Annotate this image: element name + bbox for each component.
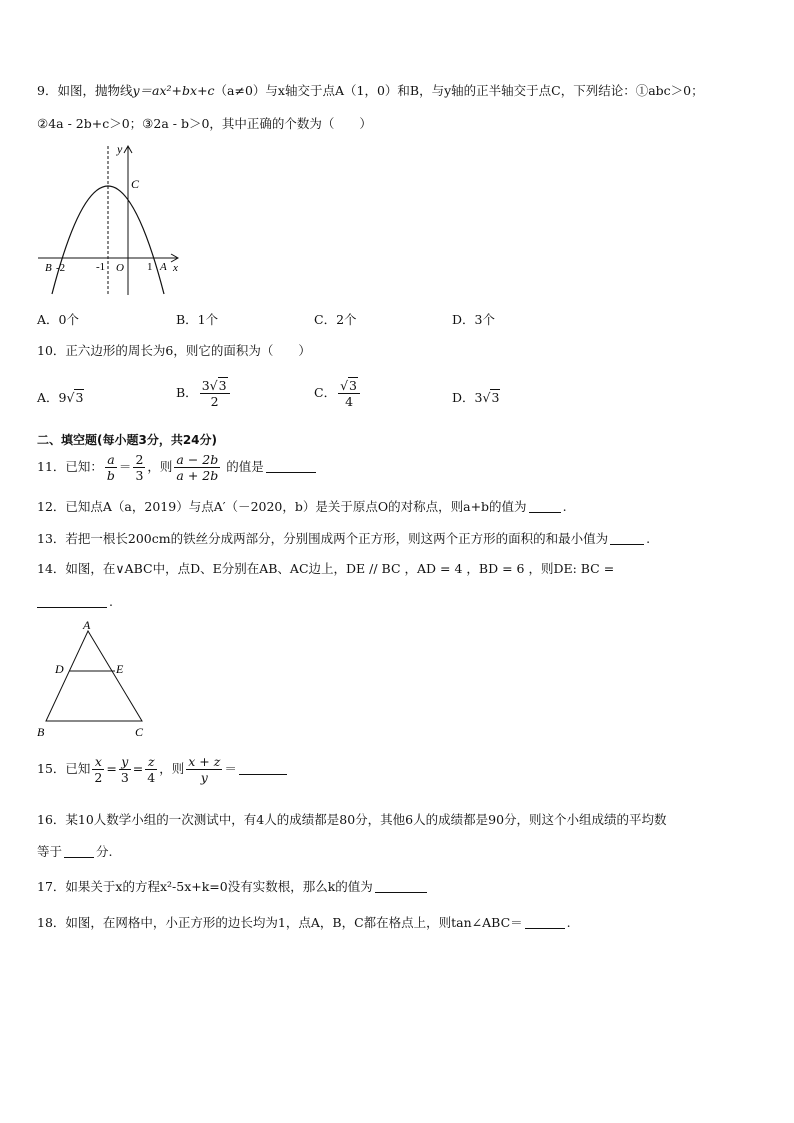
q9-text-a: 9．如图，抛物线 (37, 83, 133, 98)
q15-answer-blank[interactable] (239, 762, 287, 775)
q15-frac-y: $\frac{y}{3}$ (120, 754, 129, 785)
point-d-label: D (55, 662, 64, 676)
q12: 12．已知点A（a，2019）与点A′（－2020，b）是关于原点O的对称点，则a+b的值为 . (37, 499, 567, 514)
origin-label: O (116, 262, 124, 274)
q9-text-b: （a≠0）与x轴交于点 (214, 83, 335, 98)
q9-choice-a: A．0个 (37, 312, 79, 327)
q13: 13．若把一根长200cm的铁丝分成两部分，分别围成两个正方形，则这两个正方形的面积的和最小值为 . (37, 531, 651, 546)
x-axis-label: x (173, 262, 178, 274)
q17: 17．如果关于x的方程x²-5x+k=0没有实数根，那么k的值为 (37, 879, 429, 895)
q15-frac-result: $\frac{x + z}{y}$ (188, 754, 221, 785)
vertex-a-label: A (83, 618, 91, 632)
q9-choice-d: D．3个 (452, 312, 495, 327)
q11: 11．已知： $\frac{a}{b}$ ＝ $\frac{2}{3}$ ，则 $\frac{a - 2b}{a + 2b}$ 的值是 (37, 452, 318, 483)
point-e-label: E (116, 662, 124, 676)
q9-line1 (37, 83, 704, 99)
q9-choice-b: B．1个 (176, 312, 219, 327)
point-b-label: B (45, 262, 52, 274)
q15-frac-z: $\frac{z}{4}$ (147, 754, 156, 785)
q15: 15．已知 $\frac{x}{2}$ = $\frac{y}{3}$ = $\frac{z}{4}$ ，则 $\frac{x + z}{y}$ ＝ (37, 754, 289, 785)
q10-choice-c: C． $\frac{√3}{4}$ (314, 378, 362, 409)
q10-choice-d: D．3√3 (452, 390, 500, 405)
q9-choice-c: C．2个 (314, 312, 357, 327)
q14-answer-blank[interactable] (37, 595, 107, 608)
point-a-label: A (160, 261, 167, 273)
q17-answer-blank[interactable] (375, 880, 427, 893)
q18: 18．如图，在网格中，小正方形的边长均为1，点A，B，C都在格点上，则tan∠ABC＝ . (37, 915, 571, 930)
q11-frac1: $\frac{a}{b}$ (106, 452, 115, 483)
q13-answer-blank[interactable] (610, 532, 644, 545)
q16-answer-blank[interactable] (64, 845, 94, 858)
vertex-b-label: B (37, 725, 45, 739)
q9-line2: ②4a - 2b+c＞0；③2a - b＞0，其中正确的个数为（ ） (37, 116, 372, 131)
q9-equation: y＝ax²+bx+c (132, 83, 215, 98)
q9-parabola-graph (36, 140, 186, 300)
q15-frac-x: $\frac{x}{2}$ (94, 754, 103, 785)
tick-minus-1: -1 (96, 261, 106, 273)
q10-choice-b: B． $\frac{3√3}{2}$ (176, 378, 232, 409)
triangle-abc (46, 631, 142, 721)
tick-minus-2: -2 (56, 262, 66, 274)
q9-text-c: A（1，0）和B，与y轴的正半轴交于点C，下列结论：①abc＞0； (334, 83, 704, 98)
q12-answer-blank[interactable] (529, 500, 561, 513)
y-axis-label: y (117, 142, 123, 156)
vertex-c-label: C (135, 725, 144, 739)
q14: 14．如图，在∨ABC中，点D、E分别在AB、AC边上，DE // BC ，AD = 4 ，BD = 6 ，则DE: BC = (37, 561, 615, 576)
q16-line1: 16．某10人数学小组的一次测试中，有4人的成绩都是80分，其他6人的成绩都是90分，则这个小组成绩的平均数 (37, 812, 667, 827)
q10-c-fraction: $\frac{√3}{4}$ (338, 378, 360, 409)
q14-triangle-figure (34, 617, 154, 742)
q10-choice-a: A．9√3 (37, 390, 84, 405)
point-c-label: C (131, 177, 140, 191)
q18-answer-blank[interactable] (525, 916, 565, 929)
q11-frac3: $\frac{a - 2b}{a + 2b}$ (176, 452, 219, 483)
q11-frac2: $\frac{2}{3}$ (135, 452, 144, 483)
section-heading: 二、填空题(每小题3分，共24分) (37, 433, 218, 447)
q14-answer-line: . (37, 594, 113, 610)
q11-answer-blank[interactable] (266, 460, 316, 473)
tick-1: 1 (147, 261, 153, 273)
q10-stem: 10．正六边形的周长为6，则它的面积为（ ） (37, 343, 311, 358)
q16-line2: 等于 分. (37, 844, 113, 859)
q10-b-fraction: $\frac{3√3}{2}$ (200, 378, 230, 409)
